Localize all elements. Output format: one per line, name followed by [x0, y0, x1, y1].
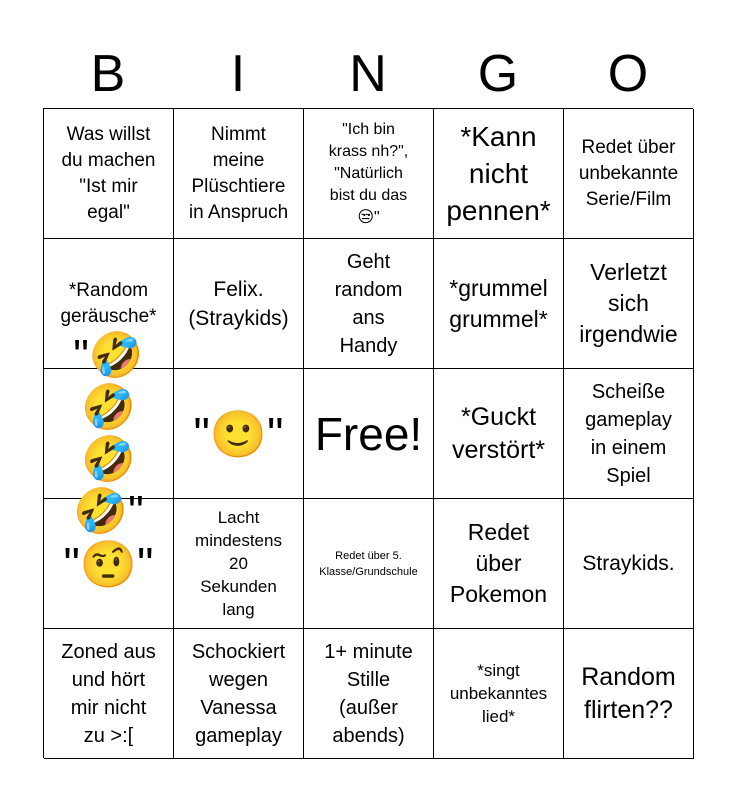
bingo-cell[interactable] — [174, 629, 304, 759]
bingo-cell-text: Redet über Pokemon — [449, 519, 548, 607]
header-letter-g: G — [477, 45, 519, 103]
bingo-cell[interactable] — [434, 499, 564, 629]
bingo-cell[interactable] — [564, 109, 694, 239]
bingo-cell[interactable] — [44, 109, 174, 239]
bingo-cell-text: *Random geräusche* — [60, 279, 157, 327]
header-letter-n: N — [349, 45, 387, 103]
bingo-cell-text: Lacht mindestens 20 Sekunden lang — [195, 508, 282, 619]
bingo-cell[interactable] — [434, 629, 564, 759]
bingo-header — [43, 40, 693, 108]
bingo-cell-free[interactable] — [304, 369, 434, 499]
bingo-cell-text: *Kann nicht pennen* — [446, 121, 551, 226]
bingo-cell[interactable] — [44, 499, 174, 629]
bingo-cell[interactable] — [44, 629, 174, 759]
bingo-cell[interactable] — [434, 239, 564, 369]
bingo-cell-text: Zoned aus und hört mir nicht zu >:[ — [61, 640, 156, 747]
bingo-cell[interactable] — [174, 109, 304, 239]
bingo-cell-text: Straykids. — [582, 552, 675, 575]
bingo-cell-text: Nimmt meine Plüschtiere in Anspruch — [188, 123, 289, 223]
bingo-cell[interactable] — [434, 109, 564, 239]
bingo-cell-text: "🤣🤣 🤣🤣" — [73, 330, 144, 536]
bingo-cell-text: Redet über unbekannte Serie/Film — [578, 136, 679, 210]
bingo-cell-text: Scheiße gameplay in einem Spiel — [585, 380, 672, 487]
bingo-cell-text: *Guckt verstört* — [451, 402, 546, 464]
bingo-cell-text: Free! — [314, 407, 423, 460]
bingo-cell-text: *grummel grummel* — [449, 274, 548, 332]
bingo-cell-text: Geht random ans Handy — [334, 250, 403, 357]
bingo-cell-text: "Ich bin krass nh?", "Natürlich bist du das 😒" — [328, 120, 409, 226]
bingo-cell[interactable] — [304, 629, 434, 759]
bingo-cell[interactable] — [44, 330, 174, 536]
header-letter-i: I — [230, 45, 246, 103]
bingo-grid — [43, 108, 693, 758]
bingo-cell[interactable] — [434, 369, 564, 499]
bingo-cell[interactable] — [564, 239, 694, 369]
bingo-cell[interactable] — [564, 499, 694, 629]
bingo-cell-text: Felix. (Straykids) — [188, 277, 289, 330]
bingo-cell[interactable] — [304, 109, 434, 239]
bingo-cell-text: 1+ minute Stille (außer abends) — [324, 640, 413, 747]
bingo-cell-text: Schockiert wegen Vanessa gameplay — [191, 640, 286, 747]
bingo-cell-text: Verletzt sich irgendwie — [579, 259, 678, 347]
bingo-cell[interactable] — [174, 499, 304, 629]
header-letter-o: O — [607, 45, 649, 103]
header-letter-b: B — [90, 45, 126, 103]
bingo-cell[interactable] — [564, 369, 694, 499]
bingo-cell[interactable] — [174, 369, 304, 499]
bingo-cell-text: Was willst du machen "Ist mir egal" — [61, 123, 156, 223]
bingo-cell[interactable] — [304, 499, 434, 629]
bingo-cell-text: Redet über 5. Klasse/Grundschule — [319, 549, 418, 578]
bingo-cell-text: *singt unbekanntes lied* — [449, 661, 548, 726]
bingo-cell-text: "🙂" — [193, 407, 284, 460]
bingo-cell[interactable] — [304, 239, 434, 369]
bingo-cell[interactable] — [564, 629, 694, 759]
bingo-cell-text: "🤨" — [63, 537, 154, 590]
bingo-cell[interactable] — [174, 239, 304, 369]
bingo-cell-text: Random flirten?? — [581, 662, 676, 724]
